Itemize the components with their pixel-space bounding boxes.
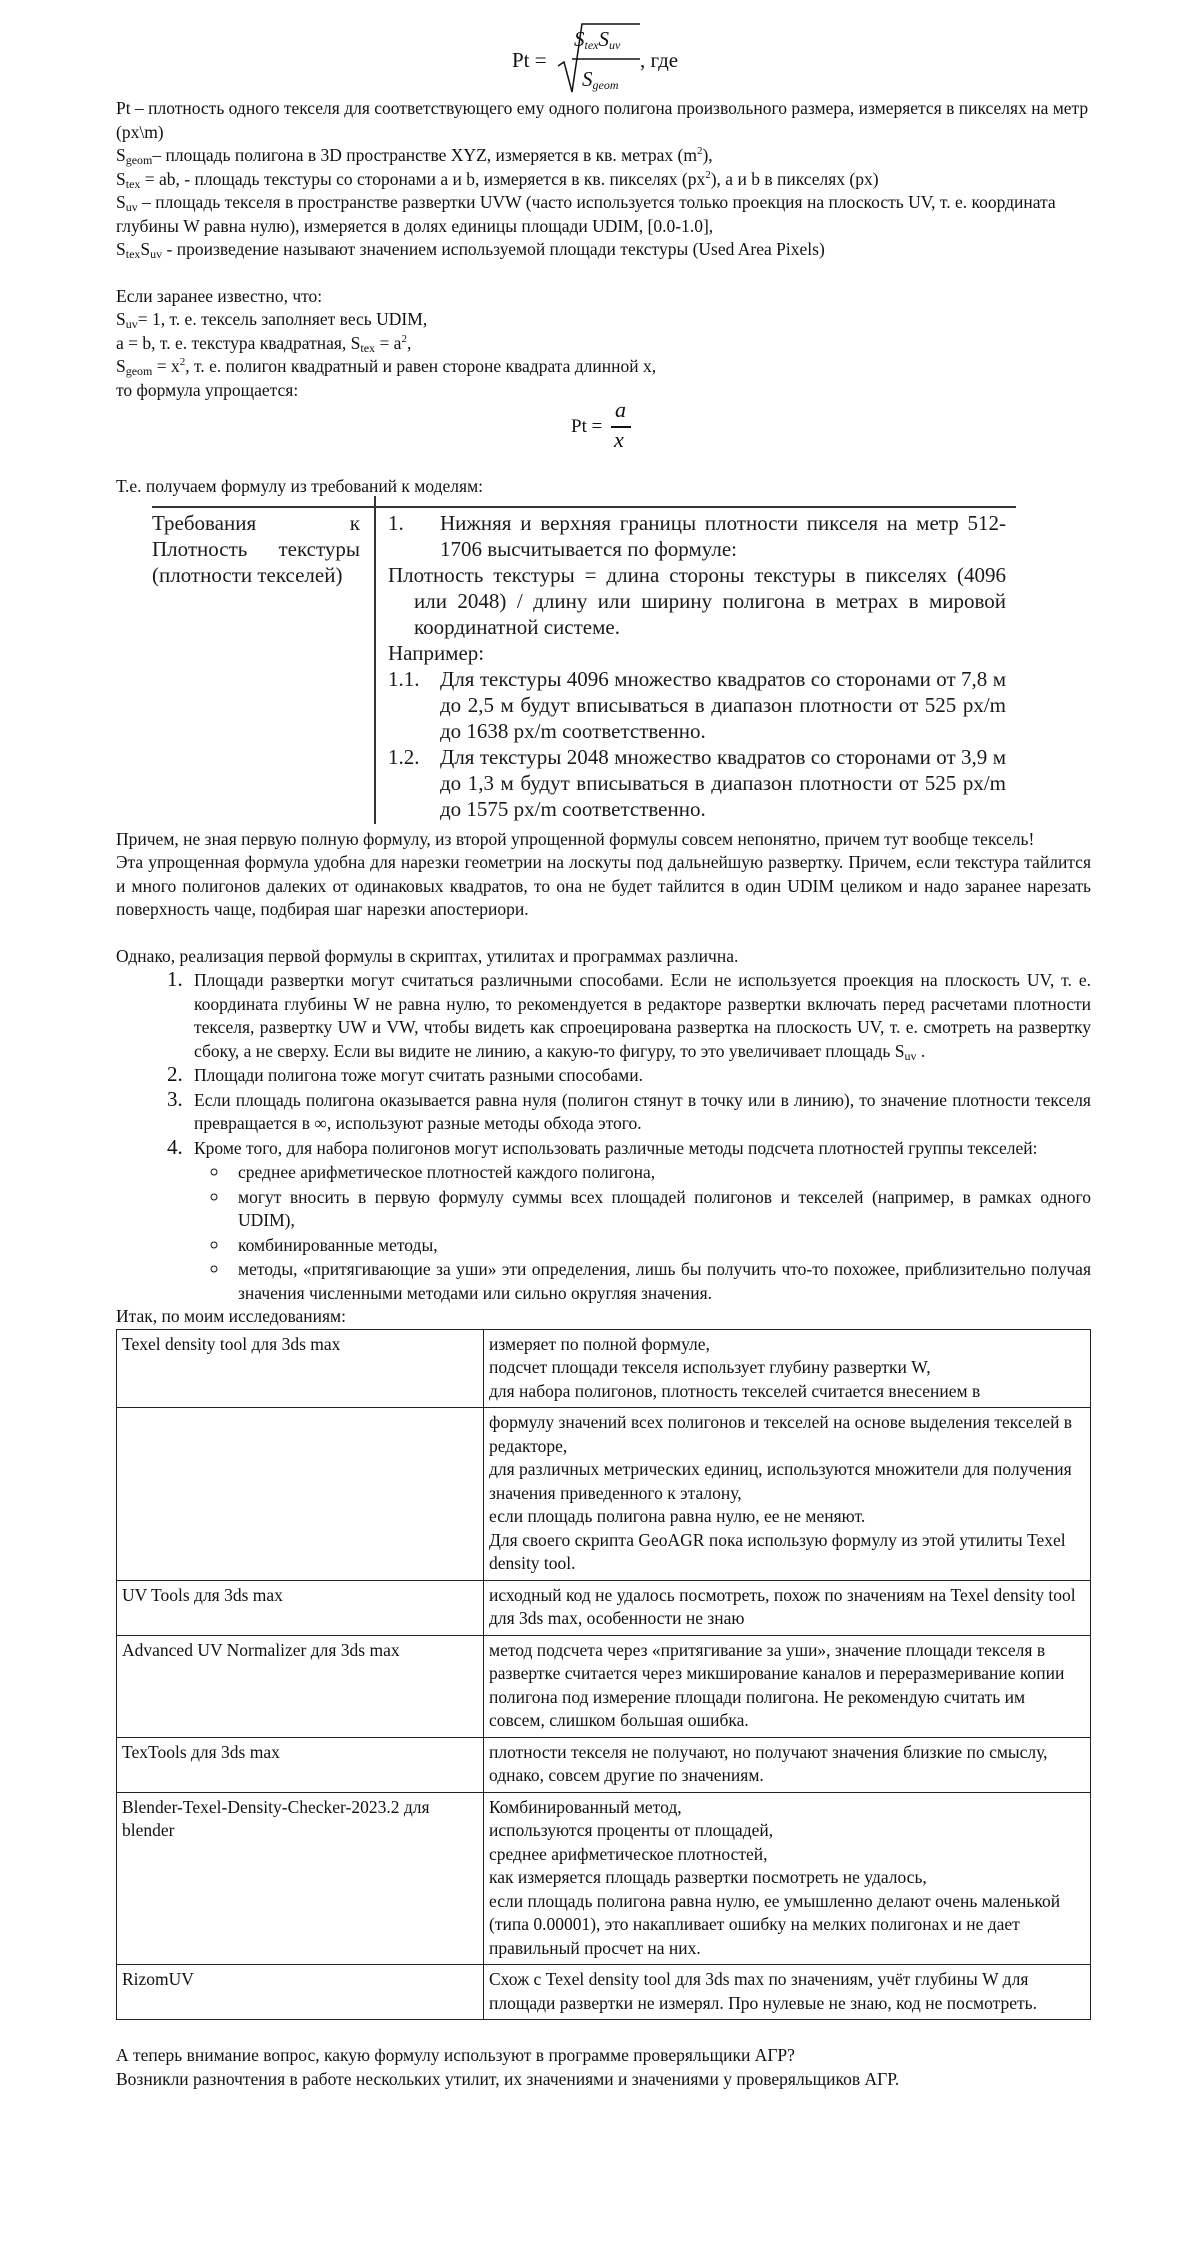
table-row <box>117 1635 1091 1737</box>
table-row <box>117 1792 1091 1965</box>
req-right-cell <box>388 510 1006 822</box>
list-item: 1. Площади развертки могут считаться различными способами. Если не используется проекция на плоскость UV, т. е. координата глубины W не равна нулю, то рекомендуется в редакторе развертки включать перед расчетами плотности текселя, развертку UW и VW, чтобы видеть как спроецирована развертка на плоскость UV, т. е. смотреть на развертку сбоку, а не сверху. Если вы видите не линию, а какую-то фигуру, то это увеличивает площадь $S_{uv}$ . <box>188 968 1091 1063</box>
tool-name-cell: Blender-Texel-Density-Checker-2023.2 для blender <box>117 1792 484 1965</box>
tool-desc-cell: плотности текселя не получают, но получают значения близкие по смыслу, однако, совсем другие по значениям. <box>484 1737 1091 1792</box>
table-row <box>117 1737 1091 1792</box>
list-item: 3. Если площадь полигона оказывается равна нуля (полигон стянут в точку или в линию), то значение плотности текселя превращается в ∞, используют разные методы обхода этого. <box>188 1088 1091 1136</box>
req-left-cell: Требования к Плотность текстуры (плотности текселей) <box>152 511 360 587</box>
list-item: 2. Площади полигона тоже могут считать разными способами. <box>188 1063 1091 1088</box>
req-item-1-1: 1.1. Для текстуры 4096 множество квадратов со сторонами от 7,8 м до 2,5 м будут вписываться в диапазон плотности от 525 px/m до 1638 px/m соответственно. <box>388 667 1006 743</box>
tool-name-cell: Advanced UV Normalizer для 3ds max <box>117 1635 484 1737</box>
paragraph-1: Причем, не зная первую полную формулу, из второй упрощенной формулы совсем непонятно, причем тут вообще тексель! <box>116 828 1035 849</box>
sub-list <box>194 1160 1091 1305</box>
def-tex: $S_{tex}$ = ab, - площадь текстуры со сторонами a и b, измеряется в кв. пикселях $(px^2)$, a и b в пикселях (px) <box>116 168 879 191</box>
tool-name-cell: TexTools для 3ds max <box>117 1737 484 1792</box>
tools-table <box>116 1329 1091 2021</box>
table-row <box>117 1408 1091 1581</box>
paragraph-2: Эта упрощенная формула удобна для нарезки геометрии на лоскуты под дальнейшую развертку. Причем, если текстура тайлится и много полигонов далеких от одинаковых квадратов, то она не будет тайлится в один UDIM целиком и надо заранее нарезать поверхность чаще, подбирая шаг нарезки апостериори. <box>116 852 1091 919</box>
simple-formula-numerator: a <box>615 397 626 422</box>
table-row <box>117 1580 1091 1635</box>
methods-list <box>116 968 1091 1305</box>
formula-numerator: $S_{tex}S_{uv}$ <box>574 27 621 52</box>
tool-desc-cell: Комбинированный метод, используются проценты от площадей, среднее арифметическое плотностей, как измеряется площадь развертки посмотреть не удалось, если площадь полигона равна нулю, ее умышленно делают очень маленькой (типа 0.00001), это накапливает ошибку на мелких полигонах и не дает правильный просчет на них. <box>484 1792 1091 1965</box>
formula-suffix: , где <box>640 48 679 72</box>
known-line-3: $S_{geom} = x^2$, т. е. полигон квадратный и равен стороне квадрата длинной x, <box>116 356 657 378</box>
sub-list-item: ◦ методы, «притягивающие за уши» эти определения, лишь бы получить что-то похожее, приблизительно получая значения численными методами или сильно округляя значения. <box>230 1257 1091 1305</box>
def-uv: $S_{uv}$ – площадь текселя в пространстве развертки UVW (часто используется только проекция на плоскость UV, т. е. координата глубины W равна нулю), измеряется в долях единицы площади UDIM, [0.0-1.0], <box>116 192 1056 236</box>
list-item: 4. Кроме того, для набора полигонов могут использовать различные методы подсчета плотностей группы текселей: ◦ среднее арифметическое плотностей каждого полигона, ◦ могут вносить в первую формулу суммы всех площадей полигонов и текселей (например, в рамках одного UDIM), ◦ комбинированные методы, ◦ методы, «притягивающие за уши» эти определения, лишь бы получить что-то похожее, приблизительно получая значения численными методами или сильно округляя значения. <box>188 1136 1091 1306</box>
known-line-4: то формула упрощается: <box>116 379 299 400</box>
sub-list-item: ◦ среднее арифметическое плотностей каждого полигона, <box>230 1160 1091 1185</box>
tool-name-cell: UV Tools для 3ds max <box>117 1580 484 1635</box>
paragraph-3: Однако, реализация первой формулы в скриптах, утилитах и программах различна. <box>116 945 739 966</box>
tool-name-cell: RizomUV <box>117 1965 484 2020</box>
formula-denominator: $S_{geom}$ <box>582 67 619 92</box>
research-lead: Итак, по моим исследованиям: <box>116 1306 346 1326</box>
sub-list-item: ◦ комбинированные методы, <box>230 1233 1091 1258</box>
req-example-label: Например: <box>388 641 485 665</box>
simple-formula-label: Pt = <box>571 416 603 437</box>
req-item-1-2: 1.2. Для текстуры 2048 множество квадратов со сторонами от 3,9 м до 1,3 м будут вписываться в диапазон плотности от 525 px/m до 1575 px/m соответственно. <box>388 745 1006 821</box>
req-column-rule <box>374 496 376 824</box>
final-question: А теперь внимание вопрос, какую формулу используют в программе проверяльщики АГР? <box>116 2045 795 2065</box>
tool-desc-cell: Схож с Texel density tool для 3ds max по значениям, учёт глубины W для площади развертки не измерял. Про нулевые не знаю, код не посмотреть. <box>484 1965 1091 2020</box>
table-row <box>117 1965 1091 2020</box>
tool-desc-cell: формулу значений всех полигонов и текселей на основе выделения текселей в редакторе, для различных метрических единиц, используются множители для получения значения приведенного к эталону, если площадь полигона равна нулю, ее не меняют. Для своего скрипта GeoAGR пока использую формулу из этой утилиты Texel density tool. <box>484 1408 1091 1581</box>
known-line-2: a = b, т. е. текстура квадратная, $S_{tex} = a^2$, <box>116 332 412 355</box>
def-pt: Pt – плотность одного текселя для соответствующего ему одного полигона произвольного размера, измеряется в пикселях на метр (px\m) <box>116 98 1089 142</box>
req-item-1: 1. Нижняя и верхняя границы плотности пикселя на метр 512-1706 высчитывается по формуле: <box>388 511 1006 561</box>
requirements-image <box>152 496 1016 824</box>
tool-desc-cell: измеряет по полной формуле, подсчет площади текселя использует глубину развертки W, для набора полигонов, плотность текселей считается внесением в <box>484 1329 1091 1408</box>
sub-list-item: ◦ могут вносить в первую формулу суммы всех площадей полигонов и текселей (например, в рамках одного UDIM), <box>230 1185 1091 1233</box>
req-formula-text: Плотность текстуры = длина стороны текстуры в пикселях (4096 или 2048) / длину или ширину полигона в метрах в мировой координатной системе. <box>388 563 1006 639</box>
simple-formula-denominator: x <box>614 427 624 452</box>
tool-name-cell <box>117 1408 484 1581</box>
tool-desc-cell: метод подсчета через «притягивание за уши», значение площади текселя в развертке считается через микширование каналов и переразмеривание копии полигона под измерение площади полигона. Не рекомендую считать им совсем, слишком большая ошибка. <box>484 1635 1091 1737</box>
formula-prefix: Pt = <box>512 48 547 72</box>
final-note: Возникли разночтения в работе нескольких утилит, их значениями и значениями у проверяльщиков АГР. <box>116 2068 900 2089</box>
def-geom: $S_{geom}-$ площадь полигона в 3D пространстве XYZ, измеряется в кв. метрах $(m^2)$, <box>116 145 713 167</box>
def-product: $S_{tex}S_{uv}$ - произведение называют значением используемой площади текстуры (Used Area Pixels) <box>116 239 825 261</box>
simple-formula <box>571 398 671 458</box>
requirements-lead: Т.е. получаем формулу из требований к моделям: <box>116 476 484 496</box>
tool-desc-cell: исходный код не удалось посмотреть, похож по значениям на Texel density tool для 3ds max, особенности не знаю <box>484 1580 1091 1635</box>
req-top-rule <box>152 506 1016 508</box>
table-row <box>117 1329 1091 1408</box>
known-line-1: $S_{uv}= 1$, т. е. тексель заполняет весь UDIM, <box>116 309 428 331</box>
document-body <box>116 0 1091 2091</box>
known-intro: Если заранее известно, что: <box>116 285 323 306</box>
tool-name-cell: Texel density tool для 3ds max <box>117 1329 484 1408</box>
